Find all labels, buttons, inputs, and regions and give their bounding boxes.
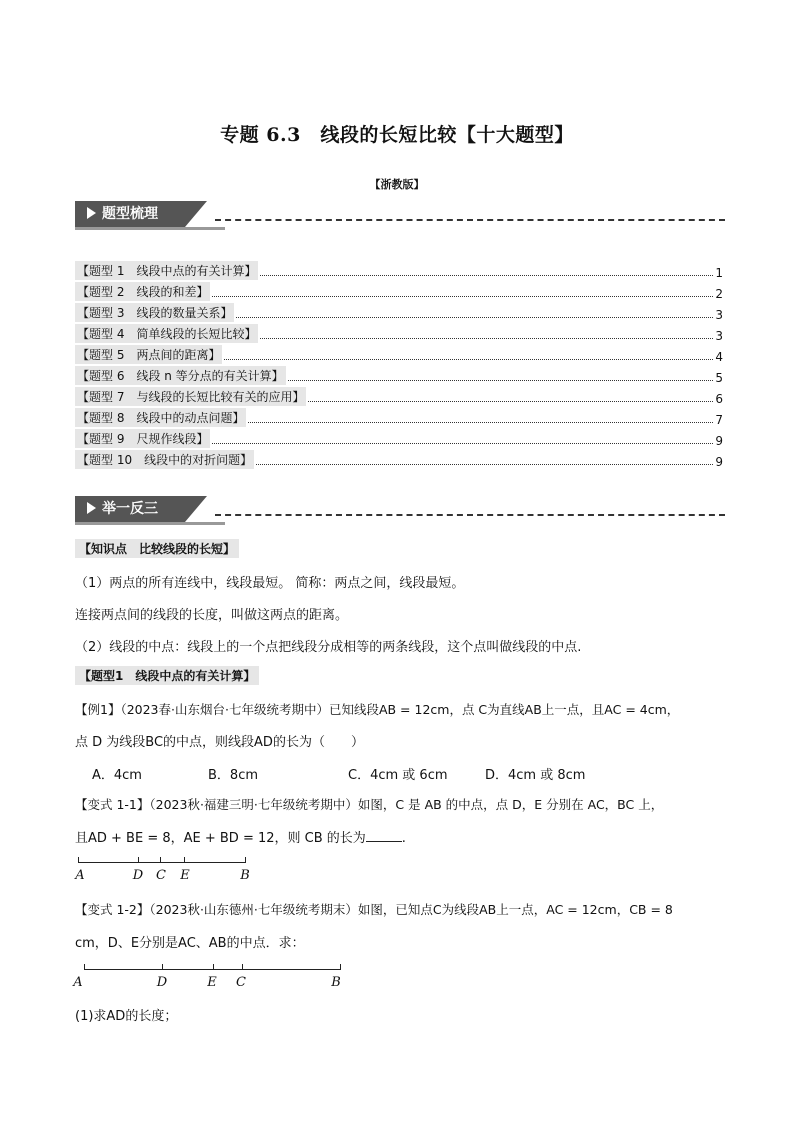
section-underline — [75, 522, 225, 525]
toc-leader — [212, 296, 713, 297]
table-of-contents — [75, 259, 723, 469]
toc-leader — [256, 464, 713, 465]
toc-page: 9 — [715, 455, 723, 469]
play-triangle-icon — [87, 502, 96, 514]
toc-page: 3 — [715, 329, 723, 343]
tick — [162, 964, 163, 970]
play-triangle-icon — [87, 207, 96, 219]
toc-page: 7 — [715, 413, 723, 427]
option-b[interactable]: B．8cm — [208, 768, 259, 783]
toc-row[interactable] — [75, 322, 723, 343]
example1-options — [92, 764, 585, 783]
point-label: C — [236, 975, 246, 990]
point-label: A — [75, 868, 85, 883]
toc-leader — [236, 317, 713, 318]
tick — [242, 964, 243, 970]
variant11-stem: 【变式 1-1】（2023秋·福建三明·七年级统考期中）如图，C 是 AB 的中点，点 D，E 分别在 AC，BC 上， — [75, 797, 664, 812]
toc-row[interactable] — [75, 280, 723, 301]
toc-page: 5 — [715, 371, 723, 385]
variant11-text: 且AD + BE = 8，AE + BD = 12，则 CB 的长为 — [75, 831, 366, 846]
toc-row[interactable] — [75, 301, 723, 322]
toc-leader — [308, 401, 713, 402]
option-c[interactable]: C．4cm 或 6cm — [348, 768, 448, 783]
section-dash-rule — [215, 514, 725, 516]
toc-page: 6 — [715, 392, 723, 406]
section-underline — [75, 227, 225, 230]
section-title: 举一反三 — [102, 501, 158, 517]
toc-leader — [260, 338, 713, 339]
toc-row[interactable] — [75, 259, 723, 280]
tick — [138, 857, 139, 863]
example1-stem: 【例1】（2023春·山东烟台·七年级统考期中）已知线段AB = 12cm，点 C为直线AB上一点，且AC = 4cm， — [75, 702, 680, 717]
option-d[interactable]: D．4cm 或 8cm — [485, 768, 586, 783]
toc-page: 4 — [715, 350, 723, 364]
section-title: 题型梳理 — [102, 206, 158, 222]
edition-label: 【浙教版】 — [369, 178, 425, 191]
point-label: A — [73, 975, 83, 990]
toc-leader — [212, 443, 713, 444]
toc-row[interactable] — [75, 385, 723, 406]
tick — [78, 857, 79, 863]
tick — [184, 857, 185, 863]
toc-leader — [248, 422, 713, 423]
toc-row[interactable] — [75, 448, 723, 469]
tick — [245, 857, 246, 863]
tick — [84, 964, 85, 970]
toc-row[interactable] — [75, 343, 723, 364]
point-label: B — [240, 868, 250, 883]
page-title: 专题 6.3 线段的长短比较【十大题型】 — [220, 124, 574, 146]
toc-label[interactable]: 【题型 5 两点间的距离】 — [75, 345, 222, 364]
section-tab — [75, 496, 185, 522]
tick — [160, 857, 161, 863]
toc-label[interactable]: 【题型 3 线段的数量关系】 — [75, 303, 234, 322]
toc-leader — [288, 380, 713, 381]
point-label: C — [156, 868, 166, 883]
toc-label[interactable]: 【题型 6 线段 n 等分点的有关计算】 — [75, 366, 286, 385]
section-tab — [75, 201, 185, 227]
tick — [213, 964, 214, 970]
variant12-question: (1)求AD的长度； — [75, 1009, 178, 1024]
toc-label[interactable]: 【题型 9 尺规作线段】 — [75, 429, 210, 448]
section-header-toc — [75, 201, 725, 231]
section-tab-slant — [185, 496, 207, 522]
toc-label[interactable]: 【题型 4 简单线段的长短比较】 — [75, 324, 258, 343]
point-label: E — [207, 975, 217, 990]
toc-label[interactable]: 【题型 2 线段的和差】 — [75, 282, 210, 301]
option-a[interactable]: A．4cm — [92, 768, 142, 783]
point-label: D — [132, 868, 144, 883]
toc-label[interactable]: 【题型 7 与线段的长短比较有关的应用】 — [75, 387, 306, 406]
knowledge-line: （1）两点的所有连线中，线段最短。 简称：两点之间，线段最短。 — [75, 576, 465, 591]
knowledge-heading: 【知识点 比较线段的长短】 — [75, 539, 239, 558]
toc-row[interactable] — [75, 364, 723, 385]
answer-blank[interactable] — [366, 841, 402, 842]
toc-page: 9 — [715, 434, 723, 448]
toc-page: 1 — [715, 266, 723, 280]
toc-label[interactable]: 【题型 10 线段中的对折问题】 — [75, 450, 254, 469]
toc-page: 3 — [715, 308, 723, 322]
toc-leader — [224, 359, 713, 360]
toc-page: 2 — [715, 287, 723, 301]
knowledge-line: （2）线段的中点：线段上的一个点把线段分成相等的两条线段，这个点叫做线段的中点. — [75, 640, 582, 655]
point-label: D — [156, 975, 168, 990]
variant12-stem: cm，D、E分别是AC、AB的中点．求： — [75, 936, 305, 951]
variant11-period: . — [401, 831, 406, 846]
variant11-stem — [75, 827, 725, 846]
point-label: E — [180, 868, 190, 883]
toc-leader — [260, 275, 713, 276]
toc-label[interactable]: 【题型 8 线段中的动点问题】 — [75, 408, 246, 427]
knowledge-line: 连接两点间的线段的长度，叫做这两点的距离。 — [75, 608, 349, 623]
segment-line — [78, 862, 246, 863]
section-tab-slant — [185, 201, 207, 227]
point-label: B — [331, 975, 341, 990]
toc-row[interactable] — [75, 427, 723, 448]
toc-row[interactable] — [75, 406, 723, 427]
type1-heading: 【题型1 线段中点的有关计算】 — [75, 666, 259, 685]
section-header-practice — [75, 496, 725, 526]
section-dash-rule — [215, 219, 725, 221]
variant12-stem: 【变式 1-2】（2023秋·山东德州·七年级统考期末）如图，已知点C为线段AB上一点，AC = 12cm，CB = 8 — [75, 902, 673, 917]
toc-label[interactable]: 【题型 1 线段中点的有关计算】 — [75, 261, 258, 280]
tick — [340, 964, 341, 970]
example1-stem: 点 D 为线段BC的中点，则线段AD的长为（ ） — [75, 735, 364, 750]
